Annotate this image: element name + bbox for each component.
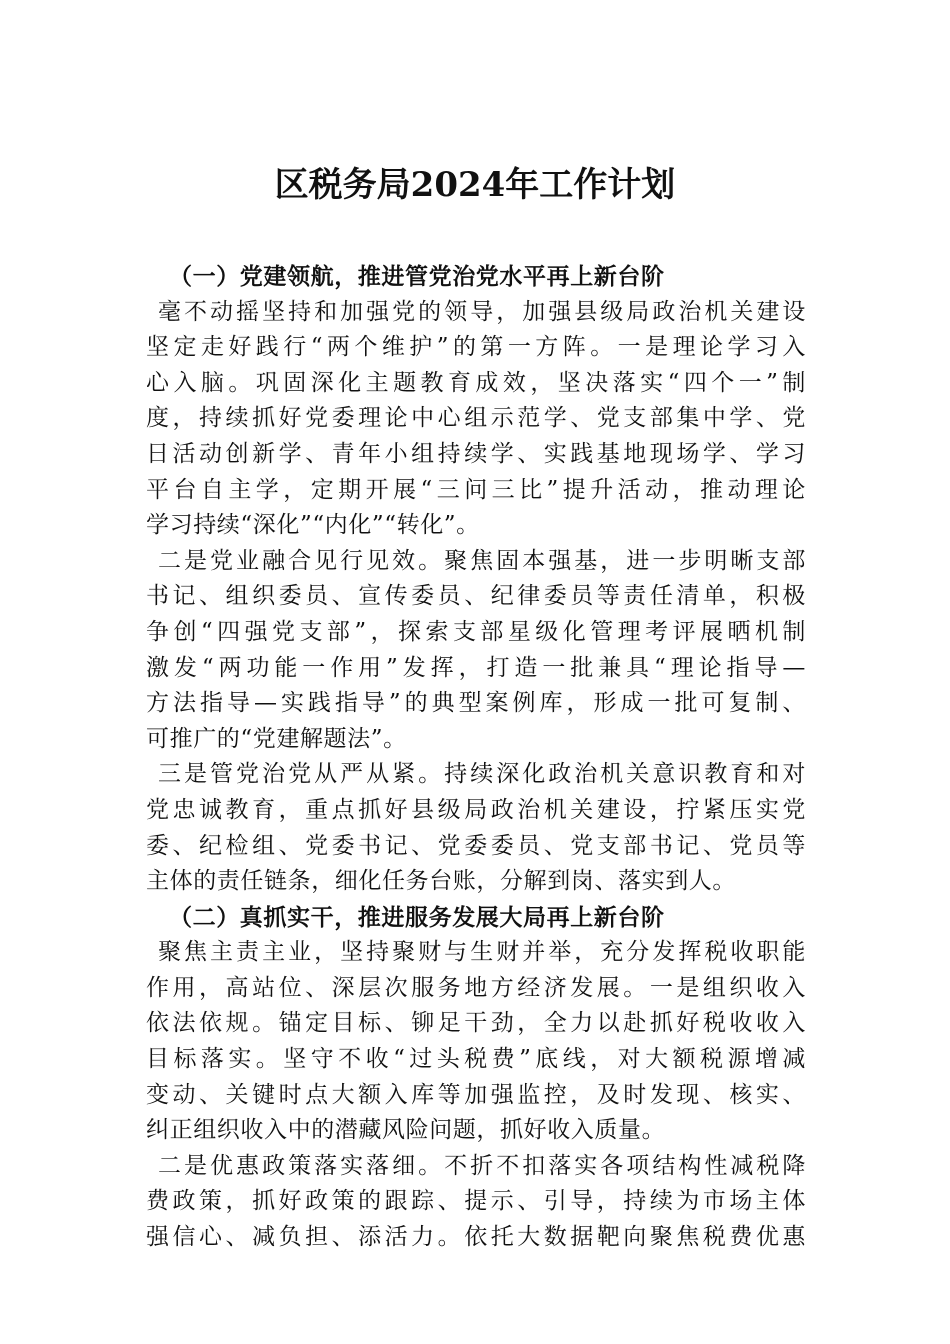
text-line: 纠正组织收入中的潜藏风险问题，抓好收入质量。 [146,1117,666,1144]
section-heading: （一）党建领航，推进管党治党水平再上新台阶 [169,263,665,290]
text-line: 党忠诚教育，重点抓好县级局政治机关建设，拧紧压实党 [146,796,806,823]
text-line: 委、纪检组、党委书记、党委委员、党支部书记、党员等 [146,832,806,859]
section-heading: （二）真抓实干，推进服务发展大局再上新台阶 [169,903,665,931]
document-body [146,259,806,1256]
text-line: 学习持续“深化”“内化”“转化”。 [146,512,480,539]
text-line: 二是优惠政策落实落细。不折不扣落实各项结构性减税降 [158,1152,806,1179]
text-line: 争创“四强党支部”，探索支部星级化管理考评展晒机制 [146,618,806,645]
text-line: 聚焦主责主业，坚持聚财与生财并举，充分发挥税收职能 [158,939,806,966]
text-line: 费政策，抓好政策的跟踪、提示、引导，持续为市场主体 [146,1188,806,1215]
text-line: 作用，高站位、深层次服务地方经济发展。一是组织收入 [146,974,806,1001]
document-title: 区税务局2024年工作计划 [274,165,676,205]
text-line: 方法指导—实践指导”的典型案例库，形成一批可复制、 [146,690,806,717]
text-line: 主体的责任链条，细化任务台账，分解到岗、落实到人。 [146,868,736,895]
text-line: 坚定走好践行“两个维护”的第一方阵。一是理论学习入 [146,334,806,361]
text-line: 毫不动摇坚持和加强党的领导，加强县级局政治机关建设 [158,298,806,325]
text-line: 二是党业融合见行见效。聚焦固本强基，进一步明晰支部 [158,547,806,574]
text-line: 心入脑。巩固深化主题教育成效，坚决落实“四个一”制 [146,369,806,396]
text-line: 度，持续抓好党委理论中心组示范学、党支部集中学、党 [146,405,806,432]
text-line: 目标落实。坚守不收“过头税费”底线，对大额税源增减 [146,1046,806,1073]
text-line: 平台自主学，定期开展“三问三比”提升活动，推动理论 [146,476,806,503]
text-line: 变动、关键时点大额入库等加强监控，及时发现、核实、 [146,1081,806,1108]
text-line: 可推广的“党建解题法”。 [146,725,407,752]
text-line: 三是管党治党从严从紧。持续深化政治机关意识教育和对 [158,761,806,788]
text-line: 强信心、减负担、添活力。依托大数据靶向聚焦税费优惠 [146,1224,806,1251]
text-line: 激发“两功能一作用”发挥，打造一批兼具“理论指导— [146,654,806,681]
text-line: 书记、组织委员、宣传委员、纪律委员等责任清单，积极 [146,583,806,610]
text-line: 日活动创新学、青年小组持续学、实践基地现场学、学习 [146,440,806,467]
text-line: 依法依规。锚定目标、铆足干劲，全力以赴抓好税收收入 [146,1010,806,1037]
